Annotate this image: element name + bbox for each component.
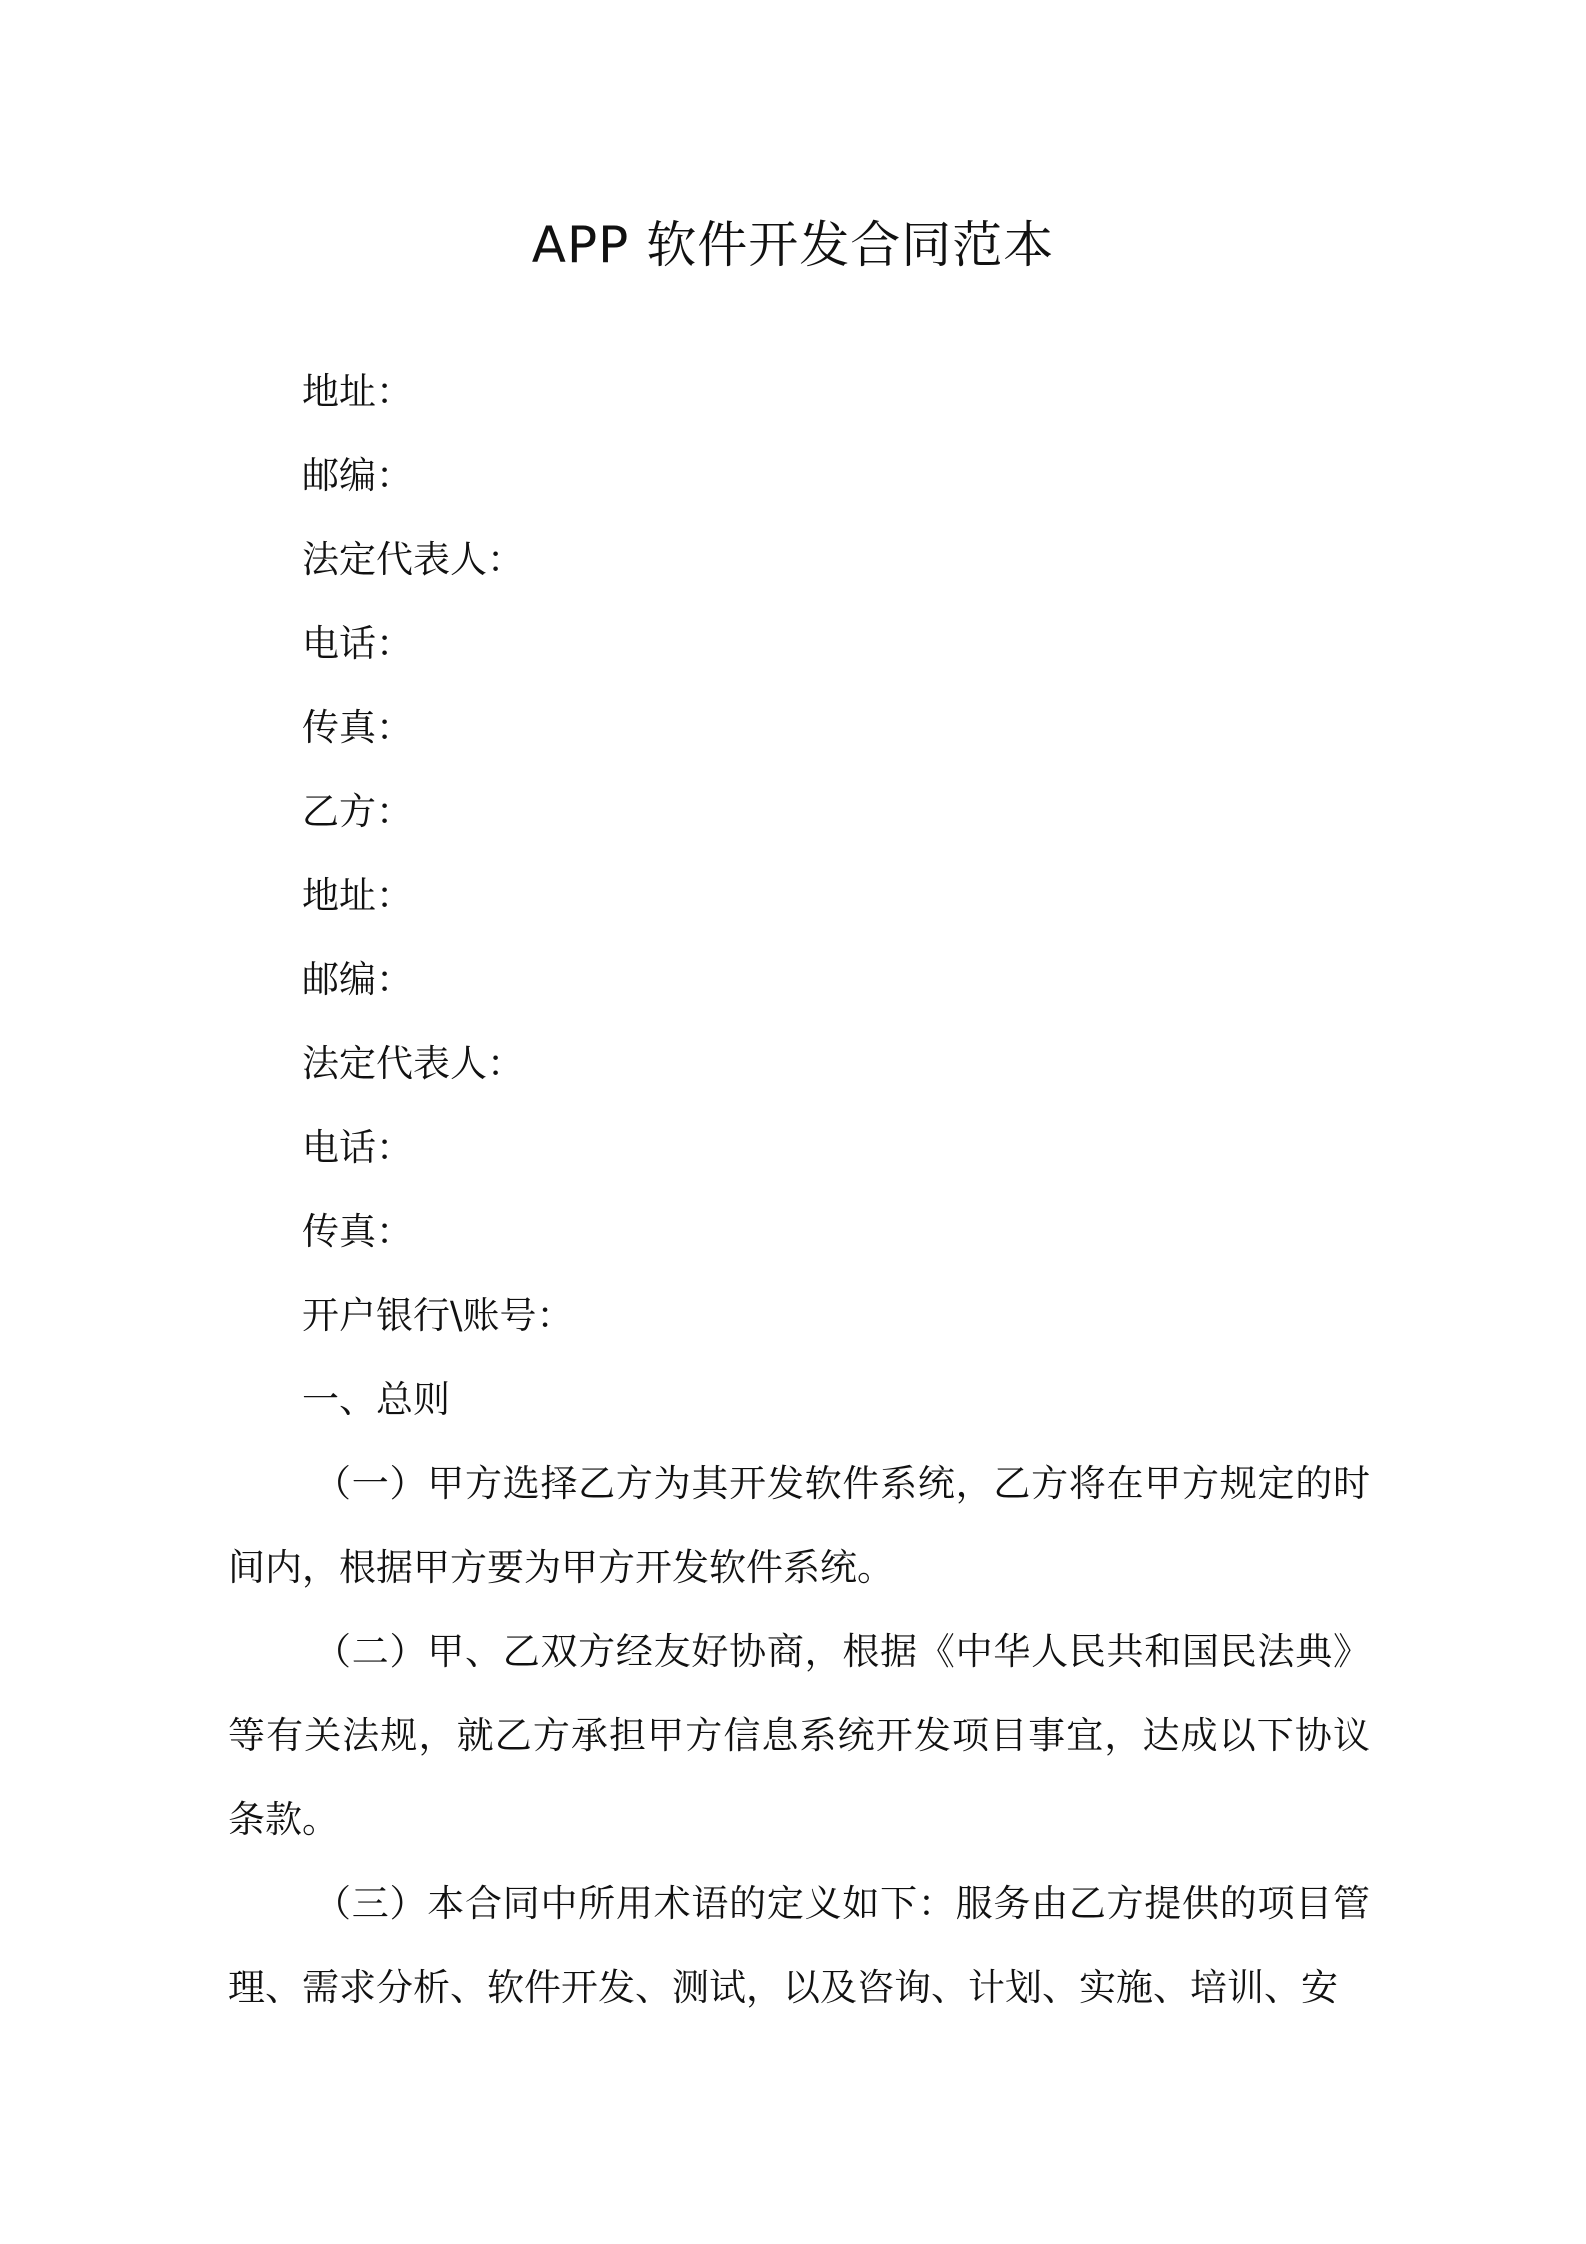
party-b-postcode-label: 邮编： <box>302 958 413 1001</box>
paragraph-1: （一）甲方选择乙方为其开发软件系统，乙方将在甲方规定的时间内，根据甲方要为甲方开发软件系统。 <box>228 1462 1370 1589</box>
document-title: APP 软件开发合同范本 <box>531 216 1055 274</box>
party-b-address-label: 地址： <box>302 874 413 917</box>
party-a-postcode-label: 邮编： <box>302 454 413 497</box>
party-a-address-label: 地址： <box>302 370 413 413</box>
paragraph-3: （三）本合同中所用术语的定义如下：服务由乙方提供的项目管理、需求分析、软件开发、测试，以及咨询、计划、实施、培训、安 <box>228 1882 1370 2009</box>
party-b-fax-label: 传真： <box>302 1210 413 1253</box>
party-b-bank-account-label: 开户银行\账号： <box>302 1294 574 1337</box>
party-b-legal-rep-label: 法定代表人： <box>302 1042 524 1085</box>
party-a-phone-label: 电话： <box>302 622 413 665</box>
party-a-legal-rep-label: 法定代表人： <box>302 538 524 581</box>
section-heading-general: 一、总则 <box>302 1378 450 1421</box>
party-b-phone-label: 电话： <box>302 1126 413 1169</box>
paragraph-2: （二）甲、乙双方经友好协商，根据《中华人民共和国民法典》等有关法规，就乙方承担甲方信息系统开发项目事宜，达成以下协议条款。 <box>228 1630 1370 1841</box>
party-b-label: 乙方： <box>302 790 413 833</box>
party-a-fax-label: 传真： <box>302 706 413 749</box>
